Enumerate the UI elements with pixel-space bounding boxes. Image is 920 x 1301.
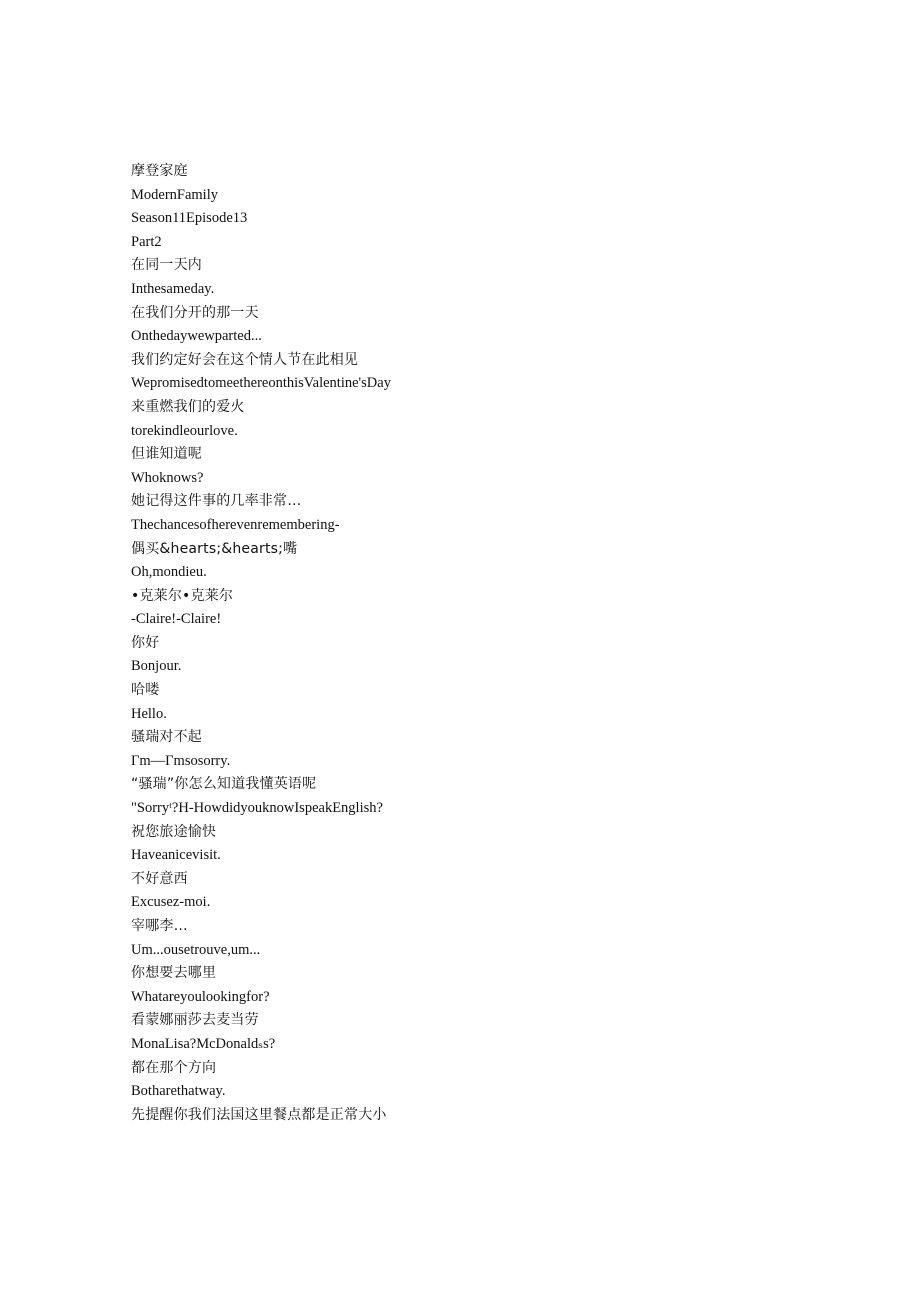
transcript-line: Γm—Γmsosorry. xyxy=(131,752,231,769)
transcript-line: Part2 xyxy=(131,233,162,250)
transcript-line: Oh,mondieu. xyxy=(131,564,207,581)
transcript-line: 但谁知道呢 xyxy=(131,446,202,463)
transcript-line: Bonjour. xyxy=(131,658,182,675)
transcript-line: 骚瑞对不起 xyxy=(131,729,202,746)
transcript-line: Onthedaywewparted... xyxy=(131,328,262,345)
transcript-line: Whoknows? xyxy=(131,469,204,486)
transcript-line: -Claire!-Claire! xyxy=(131,611,222,628)
transcript-line: 你想要去哪里 xyxy=(131,965,217,982)
transcript-line: •克莱尔•克莱尔 xyxy=(131,587,234,604)
transcript-line: "Sorryᵗ?H-HowdidyouknowIspeakEnglish? xyxy=(131,800,383,817)
transcript-line: 不好意西 xyxy=(131,870,188,887)
transcript-line: Whatareyoulookingfor? xyxy=(131,988,270,1005)
transcript-line: torekindleourlove. xyxy=(131,422,238,439)
transcript-line: 来重燃我们的爱火 xyxy=(131,398,245,415)
transcript-line: 祝您旅途愉快 xyxy=(131,823,217,840)
transcript-line: 在我们分开的那一天 xyxy=(131,304,259,321)
transcript-line: 在同一天内 xyxy=(131,257,202,274)
transcript-line: Um...ousetrouve,um... xyxy=(131,941,261,958)
transcript-line: 都在那个方向 xyxy=(131,1059,217,1076)
transcript-line: MonaLisa?McDonaldₛs? xyxy=(131,1035,276,1052)
transcript-line: 哈喽 xyxy=(131,682,160,699)
transcript-line: ModernFamily xyxy=(131,186,218,203)
transcript-line: 偶买&hearts;&hearts;嘴 xyxy=(131,540,298,557)
transcript-line: 看蒙娜丽莎去麦当劳 xyxy=(131,1012,259,1029)
transcript-line: Thechancesofherevenremembering- xyxy=(131,516,340,533)
transcript-line: 你好 xyxy=(131,634,160,651)
transcript-line: 摩登家庭 xyxy=(131,163,188,179)
transcript-line: WepromisedtomeethereonthisValentine'sDay xyxy=(131,375,391,392)
transcript-line: 她记得这件事的几率非常… xyxy=(131,493,302,510)
transcript-line: 宰哪李… xyxy=(131,918,188,934)
transcript-line: 先提醒你我们法国这里餐点都是正常大小 xyxy=(131,1106,387,1123)
transcript-line: Excusez-moi. xyxy=(131,894,211,911)
transcript-line: “骚瑞”你怎么知道我懂英语呢 xyxy=(131,776,317,793)
transcript-line: Botharethatway. xyxy=(131,1083,226,1100)
transcript-line: Season11Episode13 xyxy=(131,210,248,227)
transcript-line: 我们约定好会在这个情人节在此相见 xyxy=(131,351,359,368)
transcript-line: Haveanicevisit. xyxy=(131,847,221,864)
transcript-body xyxy=(131,160,831,1127)
transcript-line: Inthesameday. xyxy=(131,280,215,297)
transcript-line: Hello. xyxy=(131,705,167,722)
